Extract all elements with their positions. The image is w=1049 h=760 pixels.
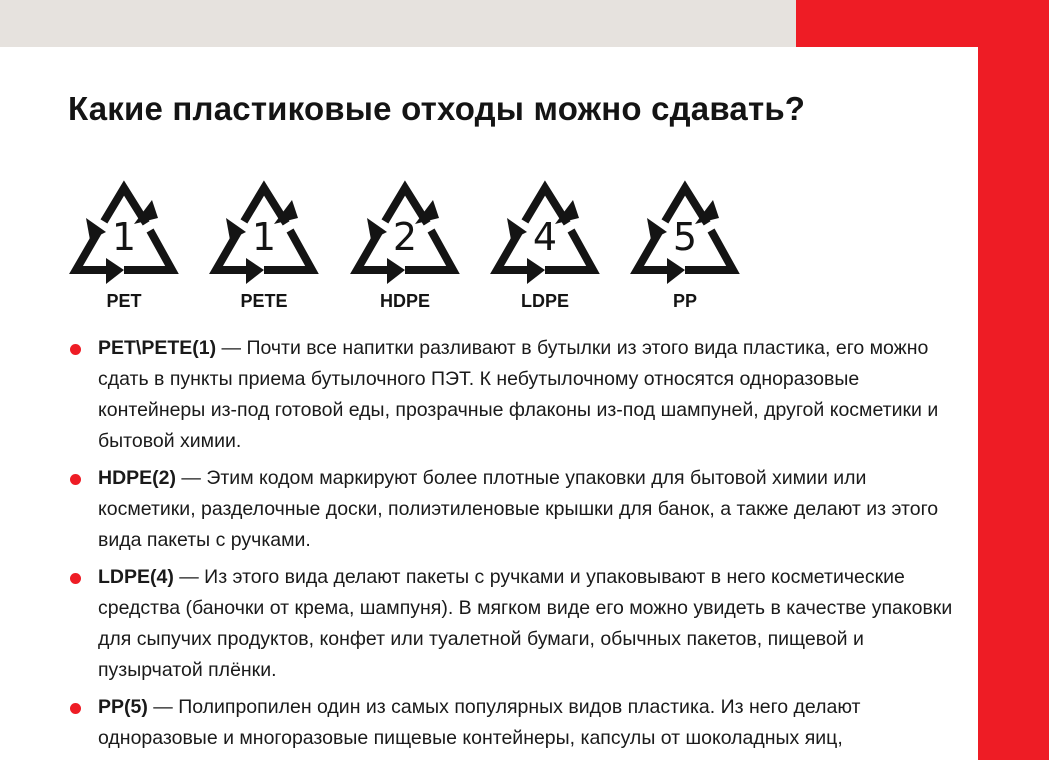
top-grey-band [0,0,796,47]
symbol-code-label: PETE [240,291,288,311]
list-item-ldpe [68,562,968,686]
recycling-symbol-pp [629,180,745,315]
recycling-symbol-pete [208,180,324,315]
symbol-number: 4 [532,215,558,259]
red-bullet-icon [70,344,81,355]
red-bullet-icon [70,573,81,584]
recycling-symbol-ldpe [489,180,605,315]
list-item-pp [68,692,968,754]
recycling-codes-row [68,180,768,315]
symbol-number: 2 [392,215,418,259]
top-red-band [796,0,1049,47]
symbol-number: 5 [672,215,698,259]
symbol-code-label: PET [106,291,142,311]
right-red-strip [978,47,1049,760]
item-text: — Полипропилен один из самых популярных видов пластика. Из него делают одноразовые и многоразовые пищевые контейнеры, капсулы от шоколадных яиц, [98,696,861,749]
red-bullet-icon [70,703,81,714]
list-item-pet [68,333,968,457]
recycling-symbol-hdpe [349,180,465,315]
recycling-symbol-pet [68,180,184,315]
item-code: PP(5) [98,696,148,718]
list-item-hdpe [68,463,968,556]
plastic-types-list [68,333,968,760]
page-title: Какие пластиковые отходы можно сдавать? [68,90,806,127]
red-bullet-icon [70,474,81,485]
item-text: — Почти все напитки разливают в бутылки из этого вида пластика, его можно сдать в пункты приема бутылочного ПЭТ. К небутылочному относятся одноразовые контейнеры из-под готовой еды, прозрачные флаконы из-под шампуней, другой косметики и бытовой химии. [98,337,939,452]
symbol-number: 1 [111,215,137,259]
symbol-number: 1 [251,215,277,259]
item-code: LDPE(4) [98,566,174,588]
symbol-code-label: LDPE [520,291,569,311]
item-code: PET\PETE(1) [98,337,217,359]
symbol-code-label: PP [672,291,697,311]
item-text: — Из этого вида делают пакеты с ручками и упаковывают в него косметические средства (баночки от крема, шампуня). В мягком виде его можно увидеть в качестве упаковки для сыпучих продуктов, конфет или туалетной бумаги, обычных пакетов, пищевой и пузырчатой плёнки. [98,566,953,681]
item-text: — Этим кодом маркируют более плотные упаковки для бытовой химии или косметики, разделочные доски, полиэтиленовые крышки для банок, а также делают из этого вида пакеты с ручками. [98,467,939,551]
item-code: HDPE(2) [98,467,177,489]
symbol-code-label: HDPE [379,291,430,311]
